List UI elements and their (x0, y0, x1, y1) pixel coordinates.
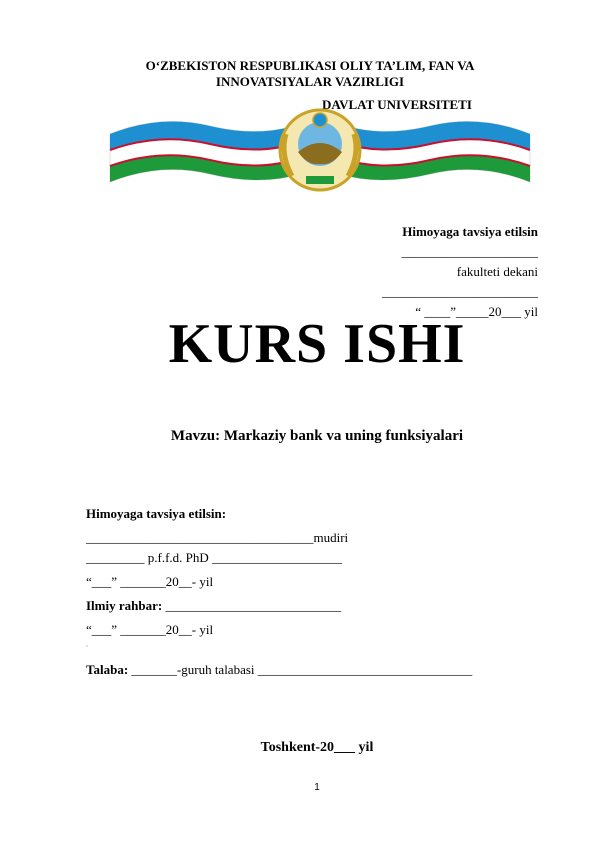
student-line (86, 662, 472, 678)
ministry-heading: O‘ZBEKISTON RESPUBLIKASI OLIY TA’LIM, FAN VA INNOVATSIYALAR VAZIRLIGI (145, 58, 475, 89)
document-topic: Mavzu: Markaziy bank va uning funksiyalari (170, 428, 464, 444)
university-heading: DAVLAT UNIVERSITETI (322, 97, 472, 109)
approval-label: Himoyaga tavsiya etilsin (402, 224, 538, 239)
approval-line-1: _____________________ (401, 244, 538, 259)
advisor-line (86, 598, 341, 614)
state-emblem-banner (100, 104, 540, 196)
dean-label: fakulteti dekani (456, 264, 538, 279)
approval-line-2: ________________________ (382, 284, 538, 299)
city-year: Toshkent-20___ yil (260, 740, 374, 755)
advisor-label: Ilmiy rahbar: (86, 598, 163, 613)
date-line-2: “___” _______20__- yil (86, 622, 214, 637)
approval-bottom-label: Himoyaga tavsiya etilsin: (86, 506, 227, 521)
emblem-flags-icon (100, 104, 540, 196)
document-title: KURS ISHI (168, 313, 466, 375)
student-label: Talaba: (86, 662, 129, 677)
stray-mark: ` (86, 646, 88, 652)
approval-dean-block (338, 222, 538, 322)
date-line-1: “___” _______20__- yil (86, 574, 214, 589)
advisor-blank: ___________________________ (162, 598, 341, 613)
student-blank: _______-guruh talabasi _________________________________ (128, 662, 473, 677)
page-number: 1 (314, 782, 320, 793)
head-line: ___________________________________mudiri (86, 530, 349, 545)
degree-line: _________ p.f.f.d. PhD ____________________ (86, 550, 343, 565)
approval-date: “ ____”_____20___ yil (415, 304, 538, 319)
